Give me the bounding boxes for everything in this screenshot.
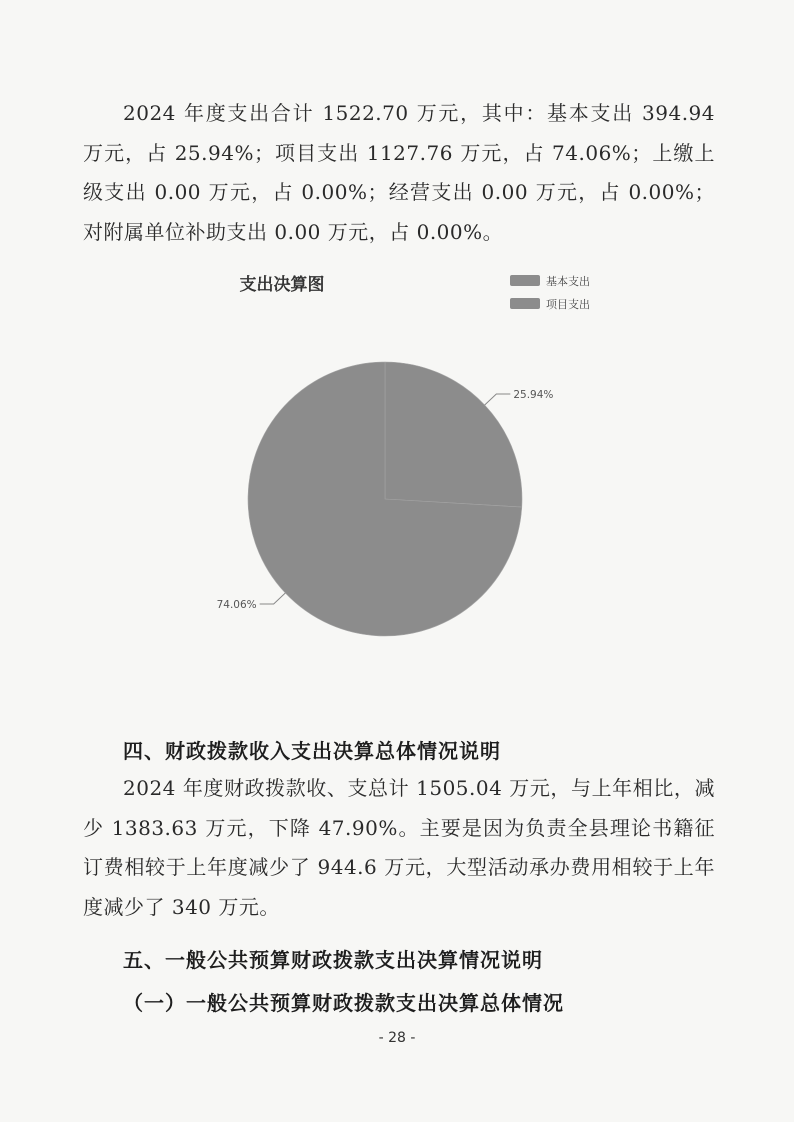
pie-slice [385,362,522,507]
expenditure-summary-paragraph [83,94,715,252]
legend-label: 基本支出 [546,275,590,288]
legend-label: 项目支出 [546,298,590,311]
expenditure-pie-chart [180,262,620,642]
label-leader-line [260,593,286,604]
legend-swatch [510,275,540,286]
legend-swatch [510,298,540,309]
fiscal-allocation-paragraph [83,769,715,927]
legend-item [510,274,590,288]
label-leader-line [485,394,511,405]
pie-data-label: 74.06% [216,598,257,611]
expenditure-summary-text: 2024 年度支出合计 1522.70 万元，其中：基本支出 394.94 万元，占 25.94%；项目支出 1127.76 万元，占 74.06%；上缴上级支出 0.00 万元，占 0.00%；经营支出 0.00 万元，占 0.00%；对附属单位补助支出 0.00 万元，占 0.00%。 [83,101,715,244]
pie-slices [248,362,522,636]
fiscal-allocation-text: 2024 年度财政拨款收、支总计 1505.04 万元，与上年相比，减少 1383.63 万元，下降 47.90%。主要是因为负责全县理论书籍征订费相较于上年度减少了 944.6 万元，大型活动承办费用相较于上年度减少了 340 万元。 [83,776,715,919]
section-5-heading: 五、一般公共预算财政拨款支出决算情况说明 [123,948,543,972]
chart-title: 支出决算图 [239,275,325,295]
section-4-heading: 四、财政拨款收入支出决算总体情况说明 [123,739,501,763]
section-5-subheading: （一）一般公共预算财政拨款支出决算总体情况 [123,991,564,1015]
legend-item [510,297,590,311]
page-number: - 28 - [378,1030,416,1046]
pie-data-label: 25.94% [513,389,554,402]
chart-legend [510,274,590,311]
